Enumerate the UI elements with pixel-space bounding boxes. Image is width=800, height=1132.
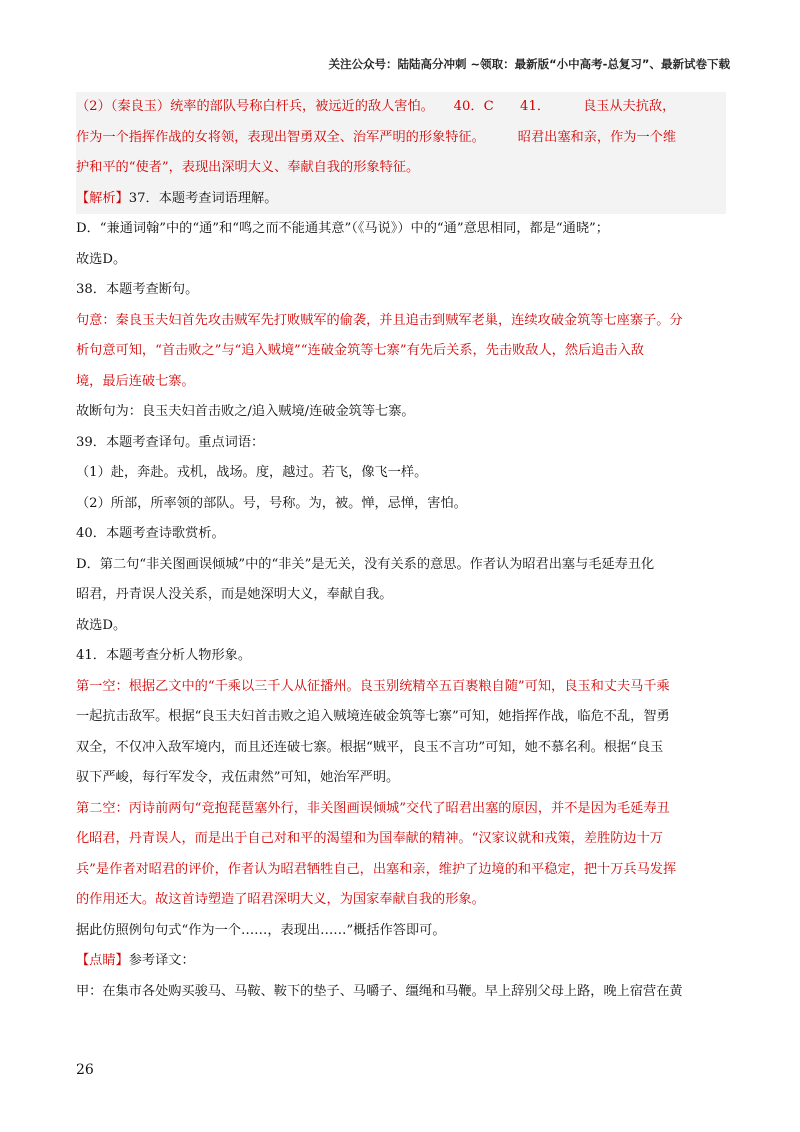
body-line: 据此仿照例句句式“作为一个……，表现出……”概括作答即可。: [76, 922, 446, 938]
analysis-heading: [76, 184, 726, 215]
body-line: 兵”是作者对昭君的评价，作者认为昭君牺牲自己，出塞和亲，维护了边境的和平稳定，把十万兵马发挥: [76, 861, 677, 877]
body-line: 的作用还大。故这首诗塑造了昭君深明大义，为国家奉献自我的形象。: [76, 892, 485, 907]
body-line: 昭君，丹青误人没关系，而是她深明大义，奉献自我。: [76, 587, 393, 602]
body-line: 故选D。: [76, 251, 127, 267]
body-line: 第一空：根据乙文中的“千乘以三千人从征播州。良玉别统精卒五百裹粮自随”可知，良玉和丈夫马千乘: [76, 678, 670, 694]
tip-heading-text: 参考译文：: [128, 953, 195, 968]
tip-heading: [76, 946, 726, 977]
body-line: 41．本题考查分析人物形象。: [76, 648, 252, 663]
body-line: 境，最后连破七寨。: [76, 373, 195, 389]
page-header: 关注公众号：陆陆高分冲刺 ~领取：最新版“小中高考-总复习”、最新试卷下载: [328, 57, 730, 71]
body-line: 故断句为：良玉夫妇首击败之/追入贼境/连破金筑等七寨。: [76, 404, 415, 419]
analysis-heading-text: 37．本题考查词语理解。: [128, 190, 278, 206]
body-line: 故选D。: [76, 617, 127, 633]
answer-line: 作为一个指挥作战的女将领，表现出智勇双全、治军严明的形象特征。 昭君出塞和亲，作为一个维: [76, 123, 726, 154]
body-line: 38．本题考查断句。: [76, 282, 199, 297]
answer-line: （2）（秦良玉）统率的部队号称白杆兵，被远近的敌人害怕。 40．C 41． 良玉从夫抗敌，: [76, 92, 726, 123]
answer-line: 护和平的“使者”，表现出深明大义、奉献自我的形象特征。: [76, 153, 726, 184]
body-line: D．第二句“非关图画误倾城”中的“非关”是无关，没有关系的意思。作者认为昭君出塞与毛延寿丑化: [76, 556, 655, 572]
body-line: 句意：秦良玉夫妇首先攻击贼军先打败贼军的偷袭，并且追击到贼军老巢，连续攻破金筑等七座寨子。分: [76, 312, 683, 328]
tip-tag: 【点睛】: [76, 953, 129, 968]
body-line: 双全，不仅冲入敌军境内，而且还连破七寨。根据“贼平，良玉不言功”可知，她不慕名利。根据“良玉: [76, 739, 664, 755]
body-line: D．“兼通词翰”中的“通”和“鸣之而不能通其意”（《马说》）中的“通”意思相同，都是“通晓”；: [76, 221, 609, 236]
body-line: 甲：在集市各处购买骏马、马鞍、鞍下的垫子、马嚼子、缰绳和马鞭。早上辞别父母上路，晚上宿营在黄: [76, 983, 683, 999]
body-line: 析句意可知，“首击败之”与“追入贼境”“连破金筑等七寨”有先后关系，先击败敌人，然后追击入敌: [76, 343, 644, 358]
body-line: 驭下严峻，每行军发令，戎伍肃然”可知，她治军严明。: [76, 770, 400, 785]
body-line: 40．本题考查诗歌赏析。: [76, 526, 225, 541]
body-line: 39．本题考查译句。重点词语：: [76, 434, 265, 450]
body-line: 化昭君，丹青误人，而是出于自己对和平的渴望和为国奉献的精神。“汉家议就和戎策，差胜防边十万: [76, 831, 663, 846]
document-body: [76, 92, 726, 1007]
analysis-tag: 【解析】: [76, 190, 129, 206]
page-number: 26: [76, 1062, 94, 1078]
body-line: 一起抗击敌军。根据“良玉夫妇首击败之追入贼境连破金筑等七寨”可知，她指挥作战，临危不乱，智勇: [76, 709, 670, 724]
body-line: （2）所部，所率领的部队。号，号称。为，被。惮，忌惮，害怕。: [76, 495, 467, 511]
body-line: 第二空：丙诗前两句“竞抱琵琶塞外行，非关图画误倾城”交代了昭君出塞的原因，并不是因为毛延寿丑: [76, 800, 670, 816]
body-line: （1）赴，奔赴。戎机，战场。度，越过。若飞，像飞一样。: [76, 465, 428, 480]
